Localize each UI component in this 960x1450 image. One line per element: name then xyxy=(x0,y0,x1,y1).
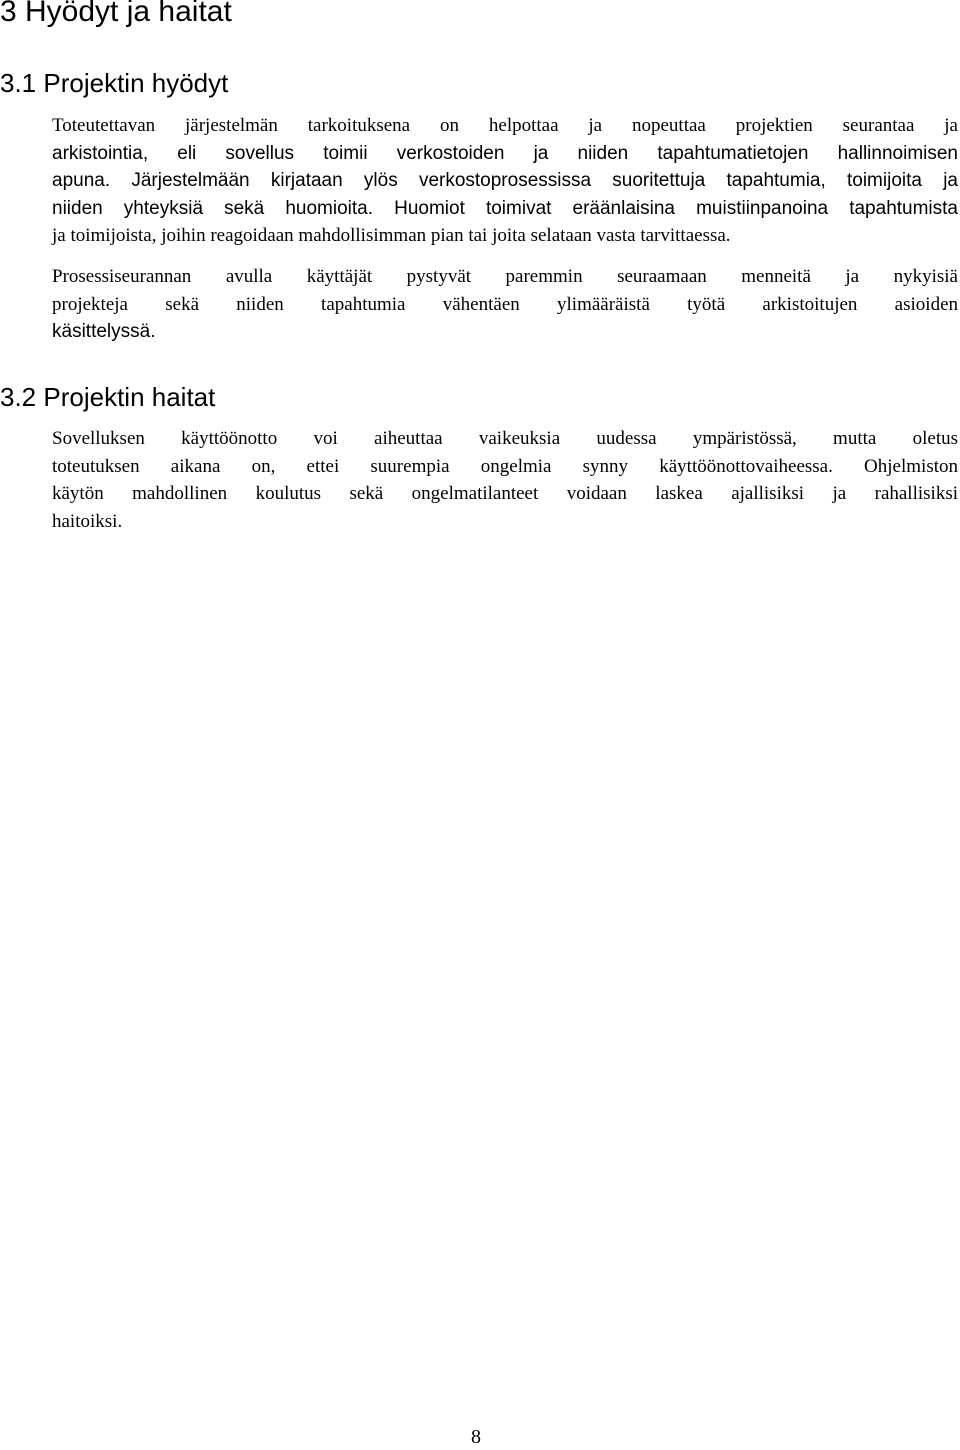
paragraph-line: käytön mahdollinen koulutus sekä ongelmatilanteet voidaan laskea ajallisiksi ja rahallisiksi xyxy=(52,483,958,504)
section-heading-benefits: 3.1 Projektin hyödyt xyxy=(0,68,229,98)
paragraph-line: niiden yhteyksiä sekä huomioita. Huomiot toimivat eräänlaisina muistiinpanoina tapahtumista xyxy=(52,197,958,219)
paragraph-line: Toteutettavan järjestelmän tarkoituksena on helpottaa ja nopeuttaa projektien seurantaa ja xyxy=(52,115,958,136)
paragraph-line: arkistointia, eli sovellus toimii verkostoiden ja niiden tapahtumatietojen hallinnoimisen xyxy=(52,142,958,164)
paragraph-line: Sovelluksen käyttöönotto voi aiheuttaa vaikeuksia uudessa ympäristössä, mutta oletus xyxy=(52,428,958,449)
paragraph-line: Prosessiseurannan avulla käyttäjät pystyvät paremmin seuraamaan menneitä ja nykyisiä xyxy=(52,266,958,287)
chapter-heading: 3 Hyödyt ja haitat xyxy=(0,0,232,28)
drawbacks-paragraph-1 xyxy=(52,425,958,535)
paragraph-line: apuna. Järjestelmään kirjataan ylös verkostoprosessissa suoritettuja tapahtumia, toimijoita ja xyxy=(52,170,958,191)
section-heading-drawbacks: 3.2 Projektin haitat xyxy=(0,382,216,412)
paragraph-line: toteutuksen aikana on, ettei suurempia ongelmia synny käyttöönottovaiheessa. Ohjelmiston xyxy=(52,455,958,477)
paragraph-line: haitoiksi. xyxy=(52,510,123,532)
benefits-paragraph-1 xyxy=(52,112,958,250)
paragraph-line: käsittelyssä. xyxy=(52,321,156,342)
paragraph-line: ja toimijoista, joihin reagoidaan mahdollisimman pian tai joita selataan vasta tarvittaessa. xyxy=(52,225,731,246)
paragraph-line: projekteja sekä niiden tapahtumia vähentäen ylimääräistä työtä arkistoitujen asioiden xyxy=(52,293,958,315)
benefits-paragraph-2 xyxy=(52,263,958,346)
page-number: 8 xyxy=(471,1426,481,1448)
